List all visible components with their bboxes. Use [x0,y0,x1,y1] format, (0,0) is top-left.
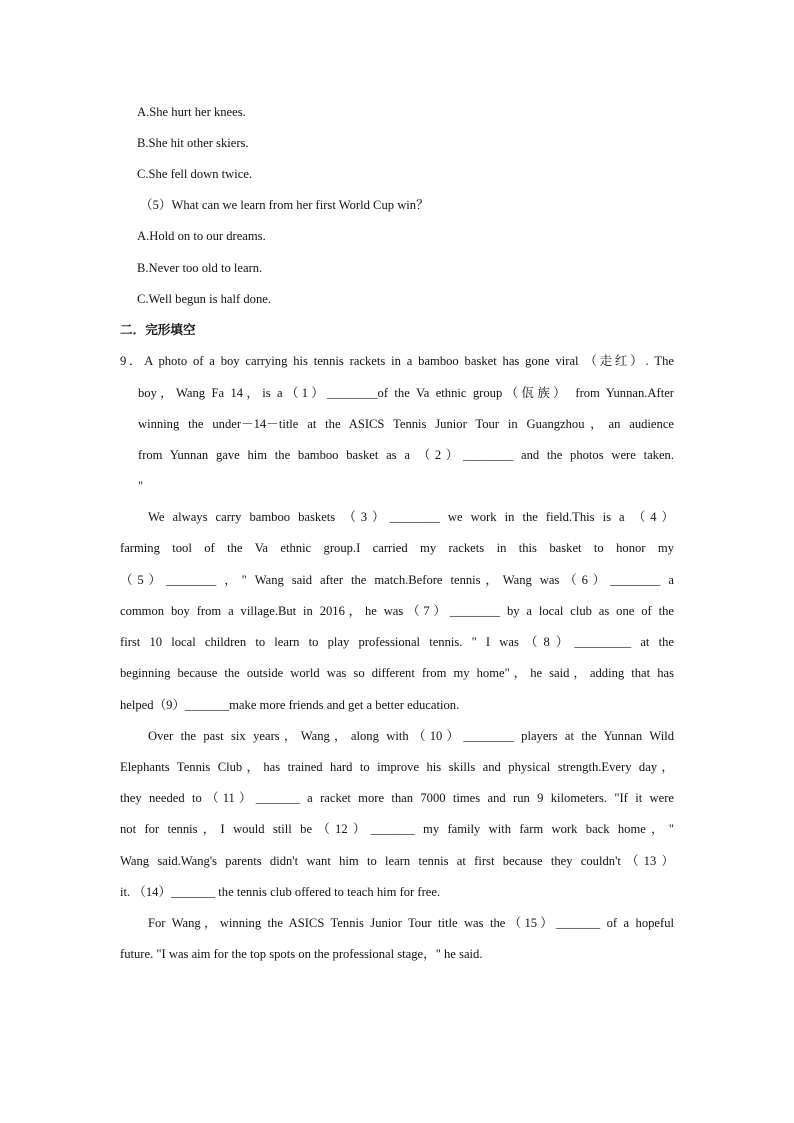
cloze-line: they needed to（11）_______ a racket more than 7000 times and run 9 kilometers. "If it were [120,791,674,805]
option-c-q5: C.Well begun is half done. [137,292,271,306]
option-a-q4: A.She hurt her knees. [137,105,246,119]
cloze-line: from Yunnan gave him the bamboo basket as a （2）________ and the photos were taken. [138,448,674,462]
cloze-line: We always carry bamboo baskets （3）________ we work in the field.This is a （4） [148,510,674,524]
cloze-line: beginning because the outside world was so different from my home"，he said，adding that has [120,666,674,680]
cloze-line: For Wang，winning the ASICS Tennis Junior Tour title was the（15）_______ of a hopeful [148,916,674,930]
cloze-line: （5）________ ，" Wang said after the match.Before tennis，Wang was（6）________ a [120,573,674,587]
cloze-line: Over the past six years，Wang，along with（10）________ players at the Yunnan Wild [148,729,674,743]
cloze-line: winning the under－14－title at the ASICS Tennis Junior Tour in Guangzhou，an audience [138,417,674,431]
cloze-line: it. （14）_______ the tennis club offered to teach him for free. [120,885,441,899]
cloze-line: helped（9）_______make more friends and get a better education. [120,698,460,712]
section-title: 二．完形填空 [120,322,196,337]
option-c-q4: C.She fell down twice. [137,167,253,181]
cloze-line: Wang said.Wang's parents didn't want him to learn tennis at first because they couldn't（13） [120,854,674,868]
question-5: （5）What can we learn from her first World Cup win？ [140,198,429,212]
cloze-line: first 10 local children to learn to play professional tennis. " I was（8）_________ at the [120,635,674,649]
option-b-q4: B.She hit other skiers. [137,136,249,150]
cloze-line: boy，Wang Fa 14，is a（1）________of the Va ethnic group（佤族） from Yunnan.After [138,386,674,400]
option-b-q5: B.Never too old to learn. [137,261,263,275]
cloze-line: future. "I was aim for the top spots on the professional stage，" he said. [120,947,483,961]
option-a-q5: A.Hold on to our dreams. [137,229,266,243]
cloze-line: not for tennis，I would still be（12）_______ my family with farm work back home，" [120,822,674,836]
cloze-line: 9．A photo of a boy carrying his tennis rackets in a bamboo basket has gone viral （走红）. The [120,354,674,368]
cloze-line: Elephants Tennis Club，has trained hard to improve his skills and physical strength.Every day， [120,760,674,774]
cloze-line: farming tool of the Va ethnic group.I carried my rackets in this basket to honor my [120,541,674,555]
cloze-line: common boy from a village.But in 2016，he was（7）________ by a local club as one of the [120,604,674,618]
cloze-line: " [138,479,144,493]
